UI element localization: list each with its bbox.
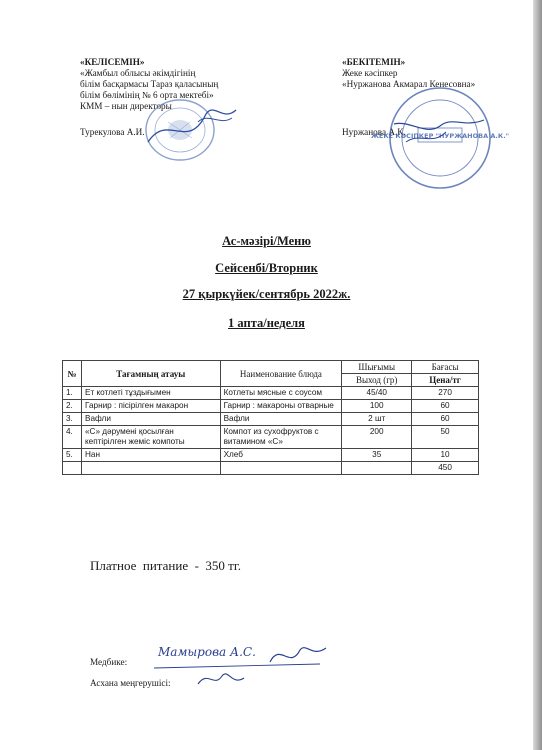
- row-num: 3.: [63, 413, 82, 426]
- row-name-ru: Хлеб: [220, 449, 342, 462]
- header-price-group: Бағасы: [412, 361, 479, 374]
- week-title: 1 апта/неделя: [228, 316, 305, 330]
- entrepreneur-stamp: [370, 80, 510, 192]
- row-yield: 200: [342, 426, 412, 449]
- row-name-ru: Котлеты мясные с соусом: [220, 387, 342, 400]
- table-row: [63, 413, 479, 426]
- approval-right-signatory: Нуржанова А.К.: [342, 127, 406, 137]
- row-yield: 35: [342, 449, 412, 462]
- nurse-label: Медбике:: [90, 657, 128, 667]
- scan-edge-shadow: [533, 0, 542, 750]
- row-name-kz: Ет котлеті тұздығымен: [81, 387, 220, 400]
- date-title: 27 қыркүйек/сентябрь 2022ж.: [182, 287, 351, 301]
- row-name-ru: Гарнир : макароны отварные: [220, 400, 342, 413]
- row-num: 4.: [63, 426, 82, 449]
- paid-food-note: Платное питание - 350 тг.: [90, 558, 241, 573]
- row-name-kz: Нан: [81, 449, 220, 462]
- row-yield: 100: [342, 400, 412, 413]
- menu-table: [62, 360, 479, 475]
- header-yield: Выход (гр): [342, 374, 412, 387]
- cook-signature: [192, 664, 252, 694]
- menu-title: Ас-мәзірі/Меню: [222, 234, 311, 248]
- nurse-signature-text: Мамырова А.С.: [158, 645, 256, 659]
- table-row: [63, 387, 479, 400]
- row-num: 2.: [63, 400, 82, 413]
- total-price: 450: [412, 462, 479, 475]
- row-num: 5.: [63, 449, 82, 462]
- table-total-row: [63, 462, 479, 475]
- header-yield-group: Шығымы: [342, 361, 412, 374]
- header-name-kz: Тағамның атауы: [81, 361, 220, 387]
- school-stamp: [128, 92, 240, 162]
- table-header-row: [63, 361, 479, 374]
- row-name-kz: «С» дәрумені қосылған кептірілген жеміс компоты: [81, 426, 220, 449]
- header-name-ru: Наименование блюда: [220, 361, 342, 387]
- header-price: Цена/тг: [412, 374, 479, 387]
- approval-left-heading: «КЕЛІСЕМІН»: [80, 57, 145, 67]
- row-name-ru: Компот из сухофруктов с витамином «С»: [220, 426, 342, 449]
- row-price: 60: [412, 400, 479, 413]
- table-row: [63, 426, 479, 449]
- row-num: 1.: [63, 387, 82, 400]
- cook-label: Асхана меңгерушісі:: [90, 678, 171, 688]
- day-title: Сейсенбі/Вторник: [215, 261, 318, 275]
- approval-left-line: білім басқармасы Тараз қаласының: [80, 79, 219, 89]
- row-price: 270: [412, 387, 479, 400]
- approval-left-line: білім бөлімінің № 6 орта мектебі»: [80, 90, 214, 100]
- stamp-text: ЖЕКЕ КӘСІПКЕР "НУРЖАНОВА А.К.": [370, 132, 510, 140]
- row-yield: 2 шт: [342, 413, 412, 426]
- table-row: [63, 449, 479, 462]
- row-yield: 45/40: [342, 387, 412, 400]
- approval-right-line: Жеке кәсіпкер: [342, 68, 398, 78]
- approval-left-line: КММ – нын директоры: [80, 101, 172, 111]
- row-name-kz: Вафли: [81, 413, 220, 426]
- row-price: 50: [412, 426, 479, 449]
- row-name-kz: Гарнир : пісірілген макарон: [81, 400, 220, 413]
- approval-right-heading: «БЕКІТЕМІН»: [342, 57, 406, 67]
- row-name-ru: Вафли: [220, 413, 342, 426]
- table-row: [63, 400, 479, 413]
- header-num: №: [63, 361, 82, 387]
- approval-left-line: «Жамбыл облысы әкімдігінің: [80, 68, 196, 78]
- approval-left-signatory: Турекулова А.И.: [80, 127, 145, 137]
- row-price: 10: [412, 449, 479, 462]
- row-price: 60: [412, 413, 479, 426]
- approval-right-line: «Нуржанова Акмарал Кенесовна»: [342, 79, 476, 89]
